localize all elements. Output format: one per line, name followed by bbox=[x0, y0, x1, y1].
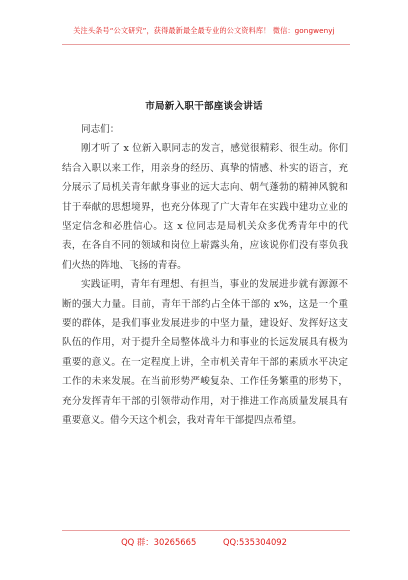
footer-qq-number: QQ:535304092 bbox=[222, 537, 287, 547]
footer bbox=[0, 536, 408, 548]
salutation: 同志们： bbox=[81, 124, 120, 135]
paragraph-2: 实践证明，青年有理想、有担当，事业的发展进步就有源源不断的强大力量。目前，青年干部约占全体干部的 x%，这是一个重要的群体，是我们事业发展进步的中坚力量，建设好、发挥好这支队伍的作用，对于提升全局整体战斗力和事业的长远发展具有极为重要的意义。在一定程度上讲，全市机关青年干部的素质水平决定工作的未来发展。在当前形势严峻复杂、工作任务繁重的形势下，充分发挥青年干部的引领带动作用，对于推进工作高质量发展具有重要意义。借今天这个机会，我对青年干部提四点希望。 bbox=[62, 279, 348, 427]
document-body bbox=[62, 120, 348, 431]
header-divider bbox=[62, 44, 350, 45]
document-title: 市局新入职干部座谈会讲话 bbox=[145, 101, 263, 112]
footer-divider bbox=[62, 530, 350, 531]
footer-qq-group: QQ 群：30265665 bbox=[121, 537, 197, 547]
paragraph-1: 刚才听了 x 位新入职同志的发言，感觉很精彩、很生动。你们结合入职以来工作，用亲身的经历、真挚的情感、朴实的语言，充分展示了局机关青年献身事业的远大志向、朝气蓬勃的精神风貌和甘于奉献的思想境界，也充分体现了广大青年在实践中建功立业的坚定信念和必胜信心。这 x 位同志是局机关众多优秀青年中的代表，在各自不同的领域和岗位上崭露头角，应该说你们没有辜负我们火热的阵地、飞扬的青春。 bbox=[62, 143, 348, 271]
header-banner: 关注头条号“公文研究”，获得最新最全最专业的公文资料库！ 微信：gongwenyj bbox=[73, 26, 335, 35]
